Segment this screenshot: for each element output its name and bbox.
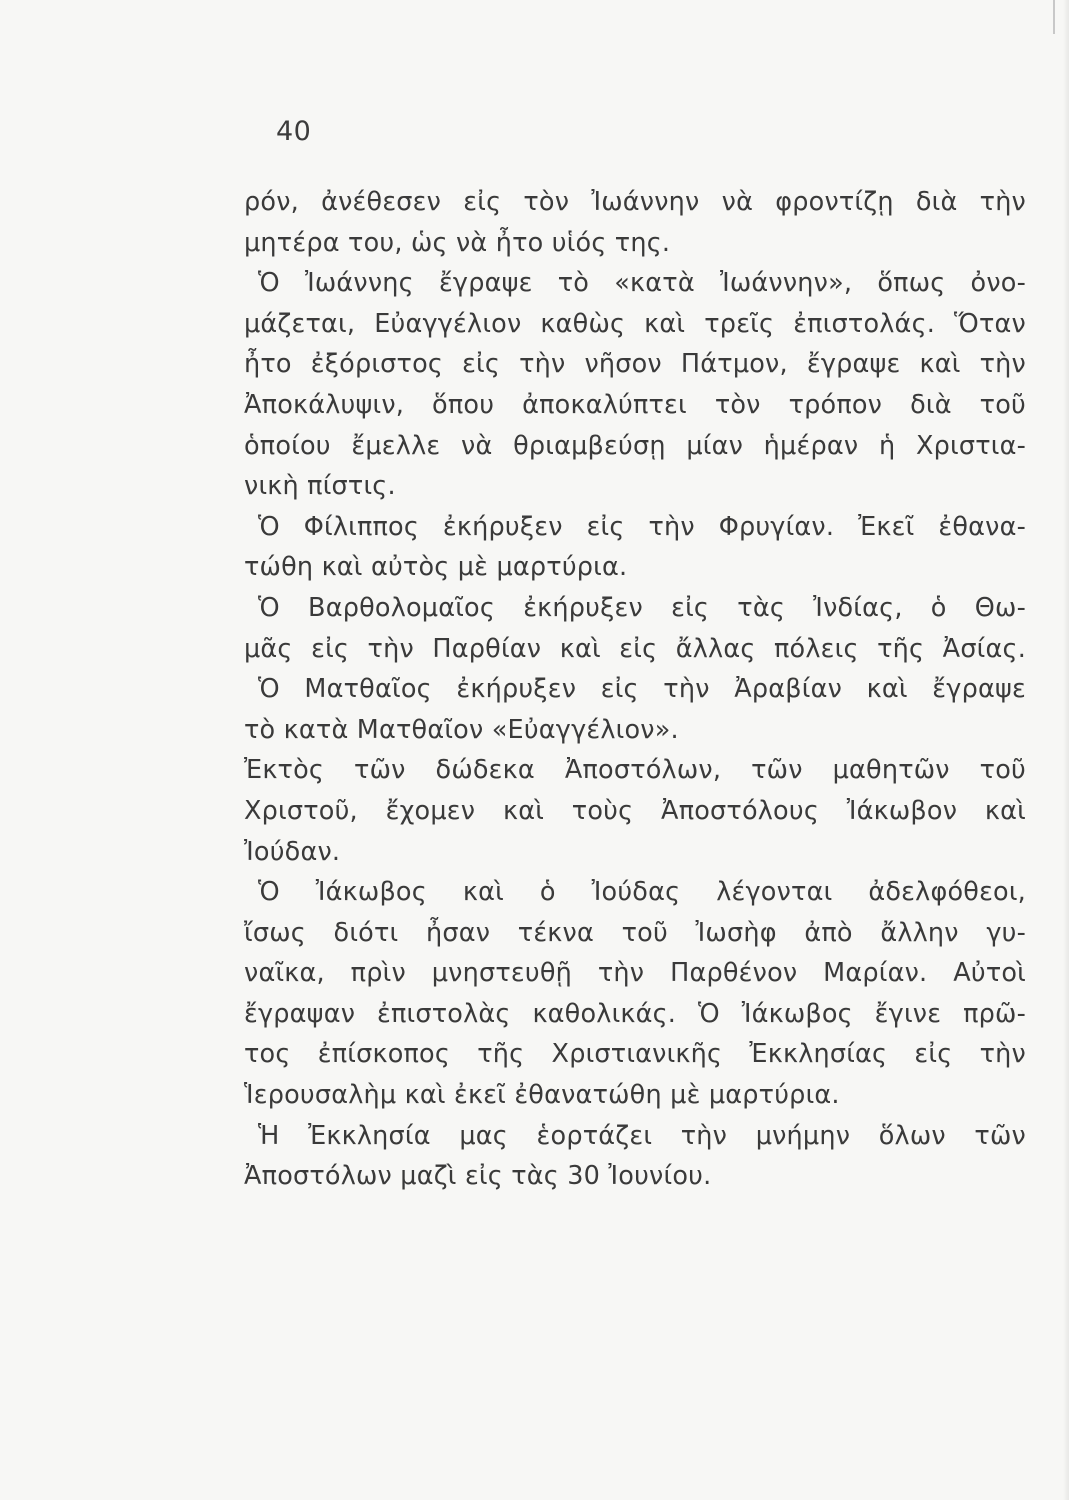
text-line: ναῖκα, πρὶν μνηστευθῇ τὴν Παρθένον Μαρίαν. Αὐτοὶ [244, 958, 1026, 989]
body-text [244, 182, 1026, 1197]
text-line: Ἀποκάλυψιν, ὅπου ἀποκαλύπτει τὸν τρόπον διὰ τοῦ [244, 389, 1026, 420]
text-line: ὁποίου ἔμελλε νὰ θριαμβεύσῃ μίαν ἡμέραν ἡ Χριστια- [244, 430, 1026, 461]
text-line: τώθη καὶ αὐτὸς μὲ μαρτύρια. [244, 552, 628, 583]
text-line: νικὴ πίστις. [244, 471, 396, 502]
page-edge-mark [1053, 0, 1055, 34]
text-line: Ὁ Φίλιππος ἐκήρυξεν εἰς τὴν Φρυγίαν. Ἐκεῖ ἐθανα- [258, 511, 1026, 542]
text-line: τὸ κατὰ Ματθαῖον «Εὐαγγέλιον». [244, 714, 679, 745]
text-line: Ἱερουσαλὴμ καὶ ἐκεῖ ἐθανατώθη μὲ μαρτύρια. [244, 1080, 840, 1111]
text-line: Ὁ Ἰωάννης ἔγραψε τὸ «κατὰ Ἰωάννην», ὅπως ὀνο- [258, 268, 1026, 299]
text-line: Ὁ Βαρθολομαῖος ἐκήρυξεν εἰς τὰς Ἰνδίας, ὁ Θω- [258, 592, 1026, 623]
text-line: Ὁ Ματθαῖος ἐκήρυξεν εἰς τὴν Ἀραβίαν καὶ ἔγραψε [258, 674, 1026, 705]
text-line: μητέρα του, ὡς νὰ ἦτο υἱός της. [244, 227, 671, 258]
text-line: τος ἐπίσκοπος τῆς Χριστιανικῆς Ἐκκλησίας εἰς τὴν [244, 1039, 1026, 1070]
text-line: μᾶς εἰς τὴν Παρθίαν καὶ εἰς ἄλλας πόλεις τῆς Ἀσίας. [244, 633, 1026, 664]
text-line: Ἐκτὸς τῶν δώδεκα Ἀποστόλων, τῶν μαθητῶν τοῦ [244, 755, 1026, 786]
text-line: ἴσως διότι ἦσαν τέκνα τοῦ Ἰωσὴφ ἀπὸ ἄλλην γυ- [244, 917, 1026, 948]
page-number: 40 [276, 116, 312, 147]
text-line: ρόν, ἀνέθεσεν εἰς τὸν Ἰωάννην νὰ φροντίζῃ διὰ τὴν [244, 187, 1026, 217]
text-line: Ὁ Ἰάκωβος καὶ ὁ Ἰούδας λέγονται ἀδελφόθεοι, [258, 877, 1026, 908]
text-line: Ἰούδαν. [244, 836, 341, 867]
page-edge-shadow [1063, 0, 1069, 1500]
text-line: Ἡ Ἐκκλησία μας ἑορτάζει τὴν μνήμην ὅλων τῶν [258, 1120, 1026, 1151]
text-line: Ἀποστόλων μαζὶ εἰς τὰς 30 Ἰουνίου. [244, 1161, 712, 1192]
text-line: μάζεται, Εὐαγγέλιον καθὼς καὶ τρεῖς ἐπιστολάς. Ὅταν [244, 308, 1026, 339]
text-line: Χριστοῦ, ἔχομεν καὶ τοὺς Ἀποστόλους Ἰάκωβον καὶ [244, 795, 1026, 826]
text-line: ἔγραψαν ἐπιστολὰς καθολικάς. Ὁ Ἰάκωβος ἔγινε πρῶ- [244, 998, 1026, 1029]
text-line: ἦτο ἐξόριστος εἰς τὴν νῆσον Πάτμον, ἔγραψε καὶ τὴν [244, 349, 1026, 380]
